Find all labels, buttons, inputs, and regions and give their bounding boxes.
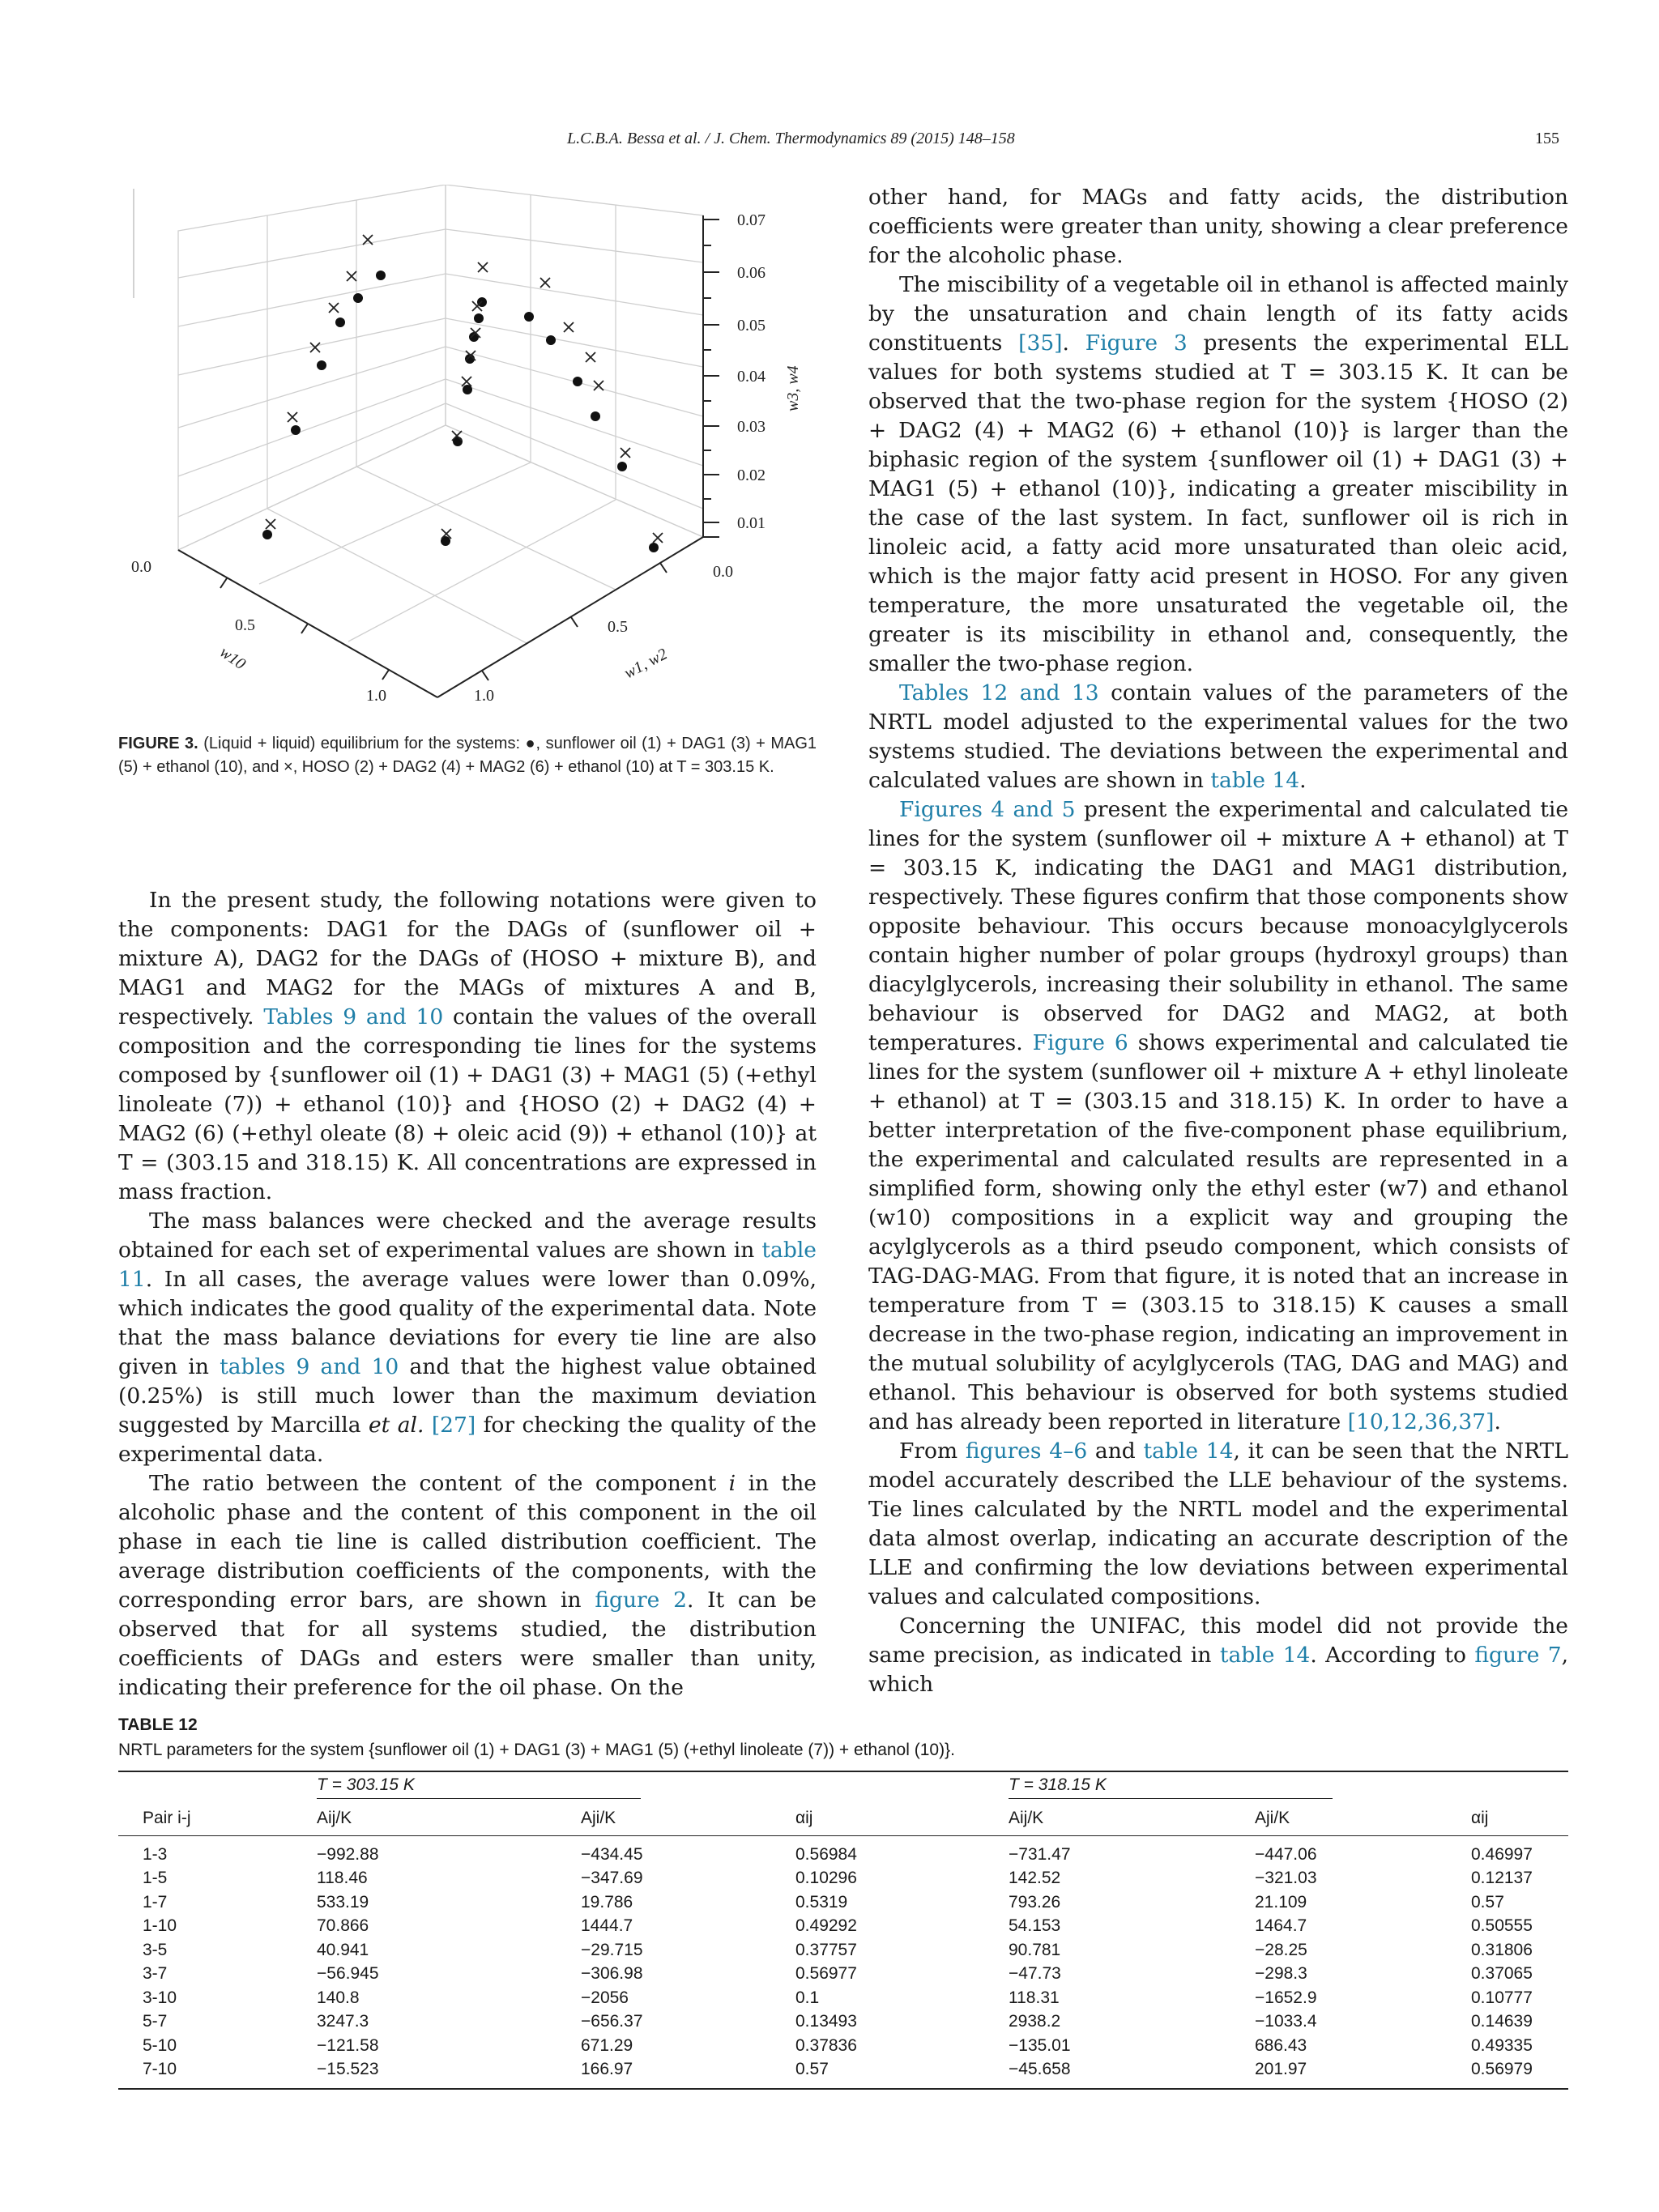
table-cell: −135.01 <box>1009 2035 1071 2055</box>
table-row <box>118 1986 1568 2010</box>
table-cell: 0.56984 <box>795 1836 1009 1867</box>
data-point <box>376 271 386 280</box>
link-figures-4-6[interactable]: figures 4–6 <box>965 1438 1088 1464</box>
data-point <box>310 343 320 352</box>
table-cell: −306.98 <box>581 1964 643 1984</box>
data-point <box>594 381 603 390</box>
data-point <box>266 519 275 529</box>
table-cell: 40.941 <box>317 1940 369 1959</box>
caption-text: (Liquid + liquid) equilibrium for the systems: ●, sunflower oil (1) + DAG1 (3) + MAG1 (5) + ethanol (10), and ×, HOSO (2) + DAG2 (4) + MAG2 (6) + ethanol (10) at T = 303.15 K. <box>118 735 817 776</box>
data-point <box>621 448 630 458</box>
table-row <box>118 1890 1568 1915</box>
data-point <box>353 293 363 303</box>
table-cell: 0.12137 <box>1471 1869 1533 1888</box>
paragraph: The ratio between the content of the component i in the alcoholic phase and the content of this component in the oil phase in each tie line is called distribution coefficient. The average distribution coefficients of the components, with the corresponding error bars, are shown in figure 2. It can be observed that for all systems studied, the distribution coefficients of DAGs and esters were smaller than unity, indicating their preference for the oil phase. On the <box>118 1471 817 1700</box>
table-cell: −1652.9 <box>1255 1988 1317 2007</box>
link-figure-6[interactable]: Figure 6 <box>1032 1030 1128 1055</box>
table-cell: 0.57 <box>1471 1892 1504 1912</box>
table-cell: 533.19 <box>317 1892 369 1912</box>
col-header: αij <box>1471 1809 1489 1827</box>
table-cell: −45.658 <box>1009 2058 1255 2090</box>
data-point <box>540 278 550 288</box>
z-tick-2: 0.06 <box>737 264 766 282</box>
data-point <box>262 530 272 539</box>
table-cell: 0.5319 <box>795 1892 848 1912</box>
table-cell: 0.37065 <box>1471 1964 1533 1984</box>
z-tick-4: 0.04 <box>737 368 766 386</box>
col-header: Aji/K <box>581 1809 616 1827</box>
col-header: Aij/K <box>1009 1809 1044 1827</box>
nrtl-table <box>118 1771 1568 2090</box>
series-sunflower-circles <box>262 271 659 552</box>
z-tick-5: 0.03 <box>737 418 766 436</box>
table-caption: NRTL parameters for the system {sunflower oil (1) + DAG1 (3) + MAG1 (5) (+ethyl linoleate (7)) + ethanol (10)}. <box>118 1741 955 1759</box>
table-row <box>118 1963 1568 1987</box>
table-cell: −321.03 <box>1255 1869 1317 1888</box>
table-cell: 0.31806 <box>1471 1940 1533 1959</box>
table-cell: −15.523 <box>317 2058 581 2090</box>
table-cell: 3-5 <box>143 1940 168 1959</box>
table-header-row <box>118 1801 1568 1836</box>
table-cell: 671.29 <box>581 2035 633 2055</box>
table-cell: −434.45 <box>581 1836 795 1867</box>
group-318: T = 318.15 K <box>1009 1775 1333 1799</box>
caption-label: FIGURE 3. <box>118 735 198 752</box>
paragraph: Figures 4 and 5 present the experimental and calculated tie lines for the system (sunflower oil + mixture A + ethanol) at T = 303.15 K, indicating the DAG1 and MAG1 distribution, respectively. These figures confirm that those components show opposite behaviour. This occurs because monoacylglycerols contain higher number of polar groups (hydroxyl groups) than diacylglycerols, increasing their solubility in ethanol. The same behaviour is observed for DAG2 and MAG2, at both temperatures. Figure 6 shows experimental and calculated tie lines for the system (sunflower oil + mixture A + ethyl linoleate + ethanol) at T = (303.15 and 318.15) K. In order to have a better interpretation of the five-component phase equilibrium, the experimental and calculated results are represented in a simplified form, showing only the ethyl ester (w7) and ethanol (w10) compositions in a explicit way and grouping the acylglycerols as a third pseudo component, which consists of TAG-DAG-MAG. From that figure, it is noted that an increase in temperature from T = (303.15 to 318.15) K causes a small decrease in the two-phase region, indicating an improvement in the mutual solubility of acylglycerols (TAG, DAG and MAG) and ethanol. This behaviour is observed for both systems studied and has already been reported in literature [10,12,36,37]. <box>868 797 1568 1434</box>
col-header: Aij/K <box>317 1809 352 1827</box>
paragraph: Tables 12 and 13 contain values of the parameters of the NRTL model adjusted to the experimental values for the two systems studied. The deviations between the experimental and calculated values are shown in table 14. <box>868 680 1568 793</box>
data-point <box>564 322 574 332</box>
data-point <box>335 318 345 327</box>
table-cell: 1-7 <box>143 1892 168 1912</box>
col-header: Pair i-j <box>143 1809 191 1827</box>
w1-axis-label: w1, w2 <box>621 645 671 683</box>
link-figure-3[interactable]: Figure 3 <box>1085 330 1188 356</box>
paragraph: From figures 4–6 and table 14, it can be seen that the NRTL model accurately described the LLE behaviour of the systems. Tie lines calculated by the NRTL model and the experimental data almost overlap, indicating an accurate description of the LLE and confirming the low deviations between experimental values and calculated compositions. <box>868 1438 1568 1609</box>
table-cell: 118.31 <box>1009 1988 1060 2007</box>
table-cell: 0.13493 <box>795 2012 857 2031</box>
link-ref-35[interactable]: [35] <box>1018 330 1063 356</box>
table-group-header <box>118 1771 1568 1801</box>
paragraph: The mass balances were checked and the average results obtained for each set of experimental values are shown in table 11. In all cases, the average values were lower than 0.09%, which indicates the good quality of the experimental data. Note that the mass balance deviations for every tie line are also given in tables 9 and 10 and that the highest value obtained (0.25%) is still much lower than the maximum deviation suggested by Marcilla et al. [27] for checking the quality of the experimental data. <box>118 1208 817 1467</box>
table-cell: 1-3 <box>118 1836 317 1867</box>
table-row <box>118 2058 1568 2090</box>
data-point <box>288 412 297 422</box>
table-cell: 0.37836 <box>795 2035 857 2055</box>
table-cell: 0.46997 <box>1471 1836 1568 1867</box>
table-cell: 0.56977 <box>795 1964 857 1984</box>
table-cell: 5-10 <box>143 2035 177 2055</box>
table-cell: 0.50555 <box>1471 1916 1533 1936</box>
table-cell: 54.153 <box>1009 1916 1061 1936</box>
running-title: L.C.B.A. Bessa et al. / J. Chem. Thermodynamics 89 (2015) 148–158 <box>567 130 1015 147</box>
table-label: TABLE 12 <box>118 1715 198 1734</box>
table-cell: 0.10296 <box>795 1869 857 1888</box>
z-tick-3: 0.05 <box>737 317 766 335</box>
table-cell: −2056 <box>581 1988 629 2007</box>
data-point <box>474 313 484 323</box>
link-tables-12-13[interactable]: Tables 12 and 13 <box>899 680 1099 705</box>
figure-3-caption <box>118 732 817 779</box>
table-cell: 0.10777 <box>1471 1988 1533 2007</box>
data-point <box>573 377 582 386</box>
link-figures-4-5[interactable]: Figures 4 and 5 <box>899 797 1076 822</box>
data-point <box>478 262 488 272</box>
table-cell: 7-10 <box>118 2058 317 2090</box>
table-cell: 0.49335 <box>1471 2035 1533 2055</box>
table-cell: −1033.4 <box>1255 2012 1317 2031</box>
data-point <box>591 411 600 421</box>
table-cell: 1464.7 <box>1255 1916 1307 1936</box>
z-tick-6: 0.02 <box>737 467 766 484</box>
table-cell: 140.8 <box>317 1988 360 2007</box>
table-cell: 686.43 <box>1255 2035 1307 2055</box>
data-point <box>347 271 356 281</box>
table-row <box>118 2034 1568 2058</box>
ternary-3d-scatter <box>122 185 826 719</box>
table-cell: 21.109 <box>1255 1892 1307 1912</box>
data-point <box>317 360 326 370</box>
left-origin-tick: 0.0 <box>131 558 151 576</box>
table-row <box>118 2010 1568 2035</box>
table-cell: 0.56979 <box>1471 2058 1568 2090</box>
table-cell: 793.26 <box>1009 1892 1061 1912</box>
left-column <box>118 886 817 1703</box>
data-point <box>617 462 627 471</box>
table-cell: −656.37 <box>581 2012 643 2031</box>
table-cell: 118.46 <box>317 1869 368 1888</box>
w1-tick-2: 1.0 <box>474 687 494 705</box>
table-cell: 201.97 <box>1255 2058 1471 2090</box>
table-row <box>118 1915 1568 1939</box>
table-cell: 3247.3 <box>317 2012 369 2031</box>
z-tick-8: 0.0 <box>713 563 733 581</box>
paragraph: The miscibility of a vegetable oil in ethanol is affected mainly by the unsaturation and chain length of its fatty acids constituents [35]. Figure 3 presents the experimental ELL values for both systems studied at T = 303.15 K. It can be observed that the two-phase region for the system {HOSO (2) + DAG2 (4) + MAG2 (6) + ethanol (10)} is larger than the biphasic region of the system {sunflower oil (1) + DAG1 (3) + MAG1 (5) + ethanol (10)}, indicating a greater miscibility in the case of the last system. In fact, sunflower oil is rich in linoleic acid, a fatty acid more unsaturated than oleic acid, which is the major fatty acid present in HOSO. For any given temperature, the more unsaturated the vegetable oil, the greater is its miscibility in ethanol and, consequently, the smaller the two-phase region. <box>868 272 1568 676</box>
data-point <box>546 335 556 345</box>
table-cell: −447.06 <box>1255 1836 1471 1867</box>
paragraph: In the present study, the following notations were given to the components: DAG1 for the DAGs of (sunflower oil + mixture A), DAG2 for the DAGs of (HOSO + mixture B), and MAG1 and MAG2 for the MAGs of mixtures A and B, respectively. Tables 9 and 10 contain the values of the overall composition and the corresponding tie lines for the systems composed by {sunflower oil (1) + DAG1 (3) + MAG1 (5) (+ethyl linoleate (7)) + ethanol (10)} and {HOSO (2) + DAG2 (4) + MAG2 (6) (+ethyl oleate (8) + oleic acid (9)) + ethanol (10)} at T = (303.15 and 318.15) K. All concentrations are expressed in mass fraction. <box>118 888 817 1204</box>
table-cell: 0.57 <box>795 2058 1009 2090</box>
table-cell: 1444.7 <box>581 1916 633 1936</box>
link-tables-9-10[interactable]: tables 9 and 10 <box>220 1354 399 1379</box>
col-header: αij <box>795 1809 813 1827</box>
group-303: T = 303.15 K <box>317 1775 641 1799</box>
table-cell: −347.69 <box>581 1869 643 1888</box>
table-cell: 0.37757 <box>795 1940 857 1959</box>
figure-3-plot <box>122 185 826 719</box>
link-figure-2[interactable]: figure 2 <box>595 1588 687 1613</box>
table-cell: 3-7 <box>143 1964 168 1984</box>
w10-axis-label: w10 <box>216 643 249 674</box>
table-cell: 166.97 <box>581 2058 795 2090</box>
data-point <box>524 312 534 322</box>
table-cell: 90.781 <box>1009 1940 1061 1959</box>
link-tables-9-10[interactable]: Tables 9 and 10 <box>263 1004 444 1029</box>
table-cell: −121.58 <box>317 2035 379 2055</box>
table-row <box>118 1867 1568 1891</box>
table-cell: −47.73 <box>1009 1964 1061 1984</box>
paragraph: Concerning the UNIFAC, this model did not provide the same precision, as indicated in table 14. According to figure 7, which <box>868 1613 1568 1697</box>
table-cell: −29.715 <box>581 1940 643 1959</box>
table-cell: −298.3 <box>1255 1964 1307 1984</box>
table-cell: 2938.2 <box>1009 2012 1061 2031</box>
w10-tick-2: 1.0 <box>366 687 386 705</box>
table-cell: 0.14639 <box>1471 2012 1533 2031</box>
z-tick-7: 0.01 <box>737 514 766 532</box>
link-refs-10-37[interactable]: [10,12,36,37] <box>1347 1409 1495 1434</box>
table-row <box>118 1836 1568 1867</box>
link-table-14[interactable]: table 14 <box>1210 768 1300 793</box>
link-table-14[interactable]: table 14 <box>1219 1643 1311 1668</box>
table-cell: 3-10 <box>143 1988 177 2007</box>
w10-tick-1: 0.5 <box>235 616 255 634</box>
table-cell: 142.52 <box>1009 1869 1061 1888</box>
link-figure-7[interactable]: figure 7 <box>1474 1643 1562 1668</box>
col-header: Aji/K <box>1255 1809 1290 1827</box>
link-table-11[interactable]: table 11 <box>118 1238 817 1292</box>
right-column <box>868 183 1568 1699</box>
table-cell: −731.47 <box>1009 1836 1255 1867</box>
data-point <box>653 533 663 543</box>
data-point <box>291 425 301 435</box>
link-ref-27[interactable]: [27] <box>431 1413 476 1438</box>
table-cell: −28.25 <box>1255 1940 1307 1959</box>
table-cell: 5-7 <box>143 2012 168 2031</box>
table-cell: 19.786 <box>581 1892 633 1912</box>
data-point <box>649 543 659 552</box>
table-cell: 70.866 <box>317 1916 369 1936</box>
paragraph: other hand, for MAGs and fatty acids, the distribution coefficients were greater than unity, showing a clear preference for the alcoholic phase. <box>868 185 1568 268</box>
table-cell: 0.49292 <box>795 1916 857 1936</box>
link-table-14[interactable]: table 14 <box>1143 1438 1234 1464</box>
table-row <box>118 1938 1568 1963</box>
table-cell: −992.88 <box>317 1836 581 1867</box>
z-tick-1: 0.07 <box>737 211 766 229</box>
data-point <box>329 303 339 313</box>
table-cell: 1-5 <box>143 1869 168 1888</box>
table-cell: 1-10 <box>143 1916 177 1936</box>
z-axis-label: w3, w4 <box>784 365 802 411</box>
page-number: 155 <box>1535 130 1559 147</box>
table-cell: −56.945 <box>317 1964 379 1984</box>
data-point <box>586 352 595 362</box>
w1-tick-1: 0.5 <box>608 618 628 636</box>
table-cell: 0.1 <box>795 1988 820 2007</box>
